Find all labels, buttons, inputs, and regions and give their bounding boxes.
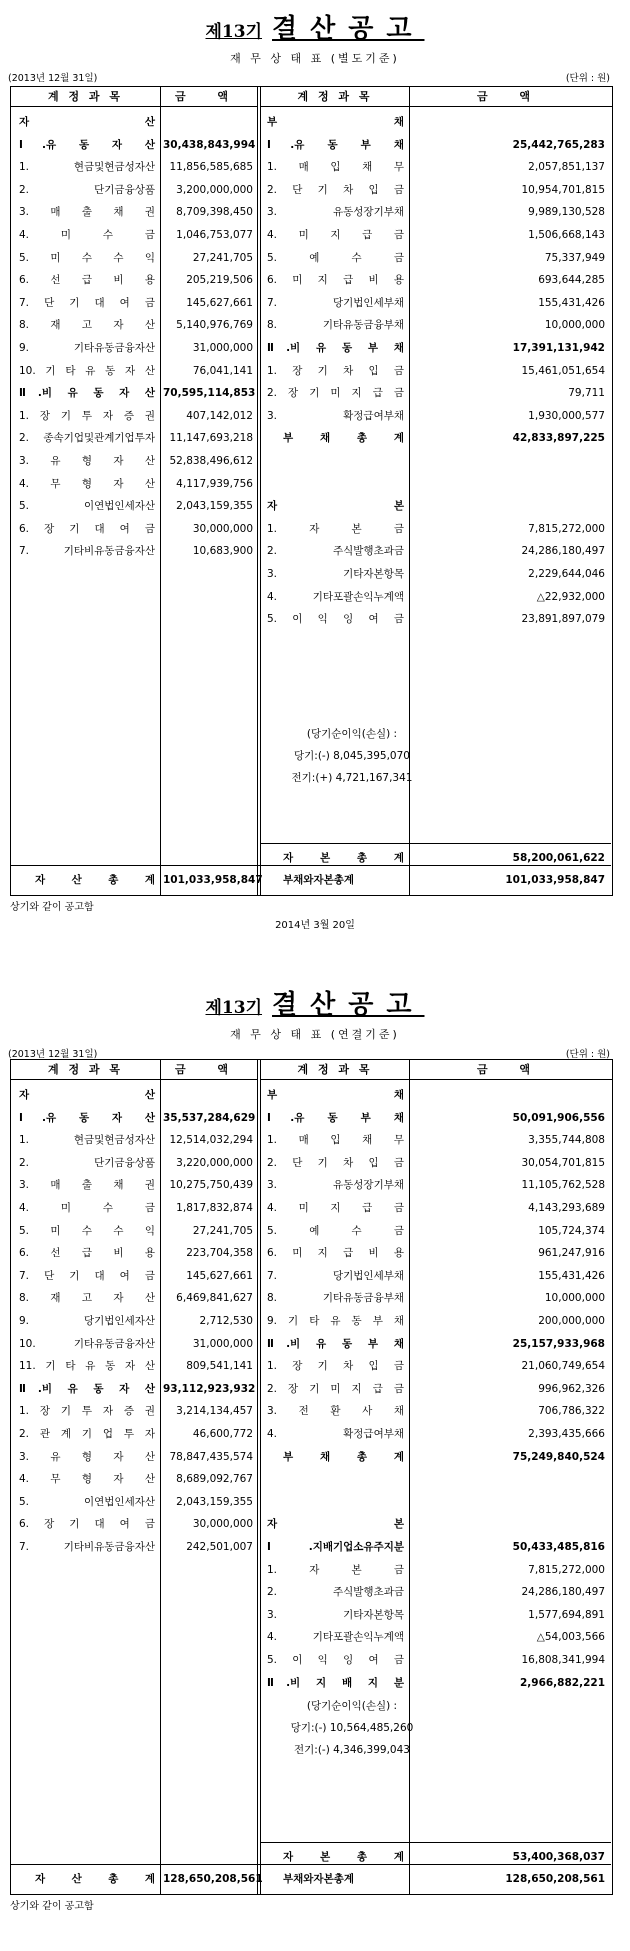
amount-value: 79,711 <box>568 387 605 400</box>
account-label: 5. 미 수 수 익 <box>19 251 155 264</box>
amount-value: 2,043,159,355 <box>176 500 253 513</box>
balance-sheet-table <box>10 1059 613 1895</box>
issue-date: 2014년 3월 20일 <box>275 920 355 931</box>
right-row <box>11 1378 611 1400</box>
amount-value: 200,000,000 <box>538 1315 605 1327</box>
account-label: 5. 이연법인세자산 <box>19 1495 155 1508</box>
section-char: 산 <box>144 116 155 128</box>
right-row <box>11 1220 611 1242</box>
right-row <box>11 540 611 562</box>
totals-row <box>11 1868 611 1890</box>
account-label: 9. 당기법인세자산 <box>19 1315 155 1327</box>
right-row <box>11 518 611 540</box>
right-row <box>11 1287 611 1309</box>
amount-value: 2,229,644,046 <box>528 568 605 580</box>
total-liab-equity-label: 부채와자본총계 <box>283 1873 355 1885</box>
title-main: 결산공고 <box>272 14 425 44</box>
right-row <box>11 1174 611 1196</box>
amount-value: 1,930,000,577 <box>528 409 605 422</box>
account-label: Ⅱ.비 유 동 부 채 <box>267 1337 404 1350</box>
title-main: 결산공고 <box>272 990 425 1020</box>
account-label: 7. 단 기 대 여 금 <box>19 296 155 309</box>
account-label: 1. 장 기 차 입 금 <box>267 1360 404 1373</box>
amount-value: 25,157,933,968 <box>512 1337 605 1350</box>
account-label: 6. 미 지 급 비 용 <box>267 274 404 287</box>
total-liab-equity-value: 128,650,208,561 <box>505 1873 605 1885</box>
right-row <box>11 1265 611 1287</box>
account-label: Ⅰ.유 동 부 채 <box>267 138 404 151</box>
right-row <box>11 427 611 449</box>
account-label: Ⅰ.지배기업소유주지분 <box>267 1541 404 1553</box>
account-label: 7. 당기법인세부채 <box>267 1269 404 1282</box>
account-label: 6. 장 기 대 여 금 <box>19 1518 155 1531</box>
left-row <box>11 473 611 495</box>
total-equity-label: 자 본 총 계 <box>283 1851 404 1863</box>
section-char: 자 <box>267 500 278 513</box>
amount-value: 145,627,661 <box>186 1269 253 1282</box>
account-label: 3. 유동성장기부채 <box>267 1179 404 1192</box>
account-label: Ⅰ.유 동 자 산 <box>19 138 155 151</box>
amount-value: 78,847,435,574 <box>169 1450 253 1463</box>
header-amount-left: 금 액 <box>160 1060 257 1080</box>
account-label: Ⅰ.유 동 자 산 <box>19 1111 155 1124</box>
amount-value: 1,506,668,143 <box>528 229 605 241</box>
account-label: 6. 선 급 비 용 <box>19 274 155 287</box>
amount-value: 35,537,284,629 <box>163 1111 256 1124</box>
account-label: Ⅱ.비 지 배 지 분 <box>267 1676 404 1689</box>
amount-value: 50,091,906,556 <box>512 1111 605 1124</box>
amount-value: 8,709,398,450 <box>176 206 253 219</box>
amount-value: 21,060,749,654 <box>521 1360 605 1373</box>
right-row <box>11 1604 611 1626</box>
amount-value: 17,391,131,942 <box>512 342 605 354</box>
account-label: Ⅰ.유 동 부 채 <box>267 1111 404 1124</box>
amount-value: 24,286,180,497 <box>521 545 605 558</box>
amount-value: 8,689,092,767 <box>176 1473 253 1486</box>
section-label <box>263 1084 408 1106</box>
account-label: 1. 장 기 투 자 증 권 <box>19 1405 155 1418</box>
account-label: 1. 자 본 금 <box>267 1563 404 1576</box>
account-label: 부 채 총 계 <box>283 1450 404 1463</box>
account-label: 5. 이 익 잉 여 금 <box>267 1654 404 1666</box>
right-row <box>11 1513 611 1535</box>
left-row <box>11 450 611 472</box>
amount-value: 7,815,272,000 <box>528 1563 605 1576</box>
net-income-title: (당기순이익(손실) : <box>306 728 398 740</box>
title-period: 제13기 <box>205 998 263 1018</box>
amount-value: 16,808,341,994 <box>521 1654 605 1666</box>
notice-title <box>0 984 630 1021</box>
unit-label: (단위 : 원) <box>565 1049 610 1060</box>
account-label: 7. 단 기 대 여 금 <box>19 1269 155 1282</box>
section-char: 채 <box>393 116 404 128</box>
right-row <box>11 608 611 630</box>
account-label: 부 채 총 계 <box>283 432 404 445</box>
amount-value: 11,147,693,218 <box>169 432 253 445</box>
amount-value: 809,541,141 <box>186 1360 253 1373</box>
amount-value: 27,241,705 <box>192 1224 253 1237</box>
amount-value: 1,817,832,874 <box>176 1202 253 1214</box>
amount-value: 25,442,765,283 <box>512 138 605 151</box>
amount-value: 6,469,841,627 <box>176 1292 253 1305</box>
net-income-current: 당기:(-) 8,045,395,070 <box>294 750 410 762</box>
statement-date: (2013년 12월 31일) <box>8 1049 98 1060</box>
left-row <box>11 1491 611 1513</box>
section-char: 산 <box>144 1089 155 1101</box>
statement-subtitle: 재 무 상 태 표 (연결기준) <box>230 1028 400 1041</box>
header-account-left: 계 정 과 목 <box>11 1060 160 1080</box>
amount-value: 3,200,000,000 <box>176 183 253 196</box>
right-row <box>11 1129 611 1151</box>
amount-value: 961,247,916 <box>538 1247 605 1260</box>
amount-value: 23,891,897,079 <box>521 613 605 626</box>
section-label <box>263 111 408 133</box>
right-row <box>11 1084 611 1106</box>
amount-value: 70,595,114,853 <box>163 387 256 400</box>
amount-value: 30,000,000 <box>192 522 253 535</box>
account-label: 8. 기타유동금융부채 <box>267 1292 404 1305</box>
account-label: 3. 기타자본항목 <box>267 568 404 580</box>
right-row <box>11 1242 611 1264</box>
amount-value: △54,003,566 <box>536 1631 605 1644</box>
amount-value: 10,000,000 <box>544 319 605 332</box>
amount-value: 30,438,843,994 <box>163 138 256 151</box>
amount-value: 93,112,923,932 <box>163 1382 256 1395</box>
amount-value: 693,644,285 <box>538 274 605 287</box>
account-label: 3. 매 출 채 권 <box>19 206 155 219</box>
amount-value: 5,140,976,769 <box>176 319 253 332</box>
section-char: 자 <box>19 1089 30 1101</box>
section-char: 자 <box>267 1518 278 1531</box>
account-label: 1. 매 입 채 무 <box>267 161 404 174</box>
section-char: 부 <box>267 1089 278 1101</box>
right-row <box>11 1355 611 1377</box>
amount-value: 205,219,506 <box>186 274 253 287</box>
total-equity-label: 자 본 총 계 <box>283 852 404 864</box>
amount-value: △22,932,000 <box>536 590 605 603</box>
equity-total-divider <box>261 843 611 844</box>
net-income-prior: 전기:(-) 4,346,399,043 <box>294 1744 410 1756</box>
right-row <box>11 495 611 517</box>
amount-value: 2,043,159,355 <box>176 1495 253 1508</box>
account-label: 6. 장 기 대 여 금 <box>19 522 155 535</box>
account-label: 7. 기타비유동금융자산 <box>19 1541 155 1553</box>
amount-value: 2,712,530 <box>199 1315 253 1327</box>
amount-value: 46,600,772 <box>192 1428 253 1440</box>
account-label: 1. 매 입 채 무 <box>267 1134 404 1147</box>
account-label: 4. 기타포괄손익누계액 <box>267 1631 404 1644</box>
account-label: 4. 미 지 급 금 <box>267 1202 404 1214</box>
account-label: 4. 미 수 금 <box>19 1202 155 1214</box>
amount-value: 2,966,882,221 <box>519 1676 605 1689</box>
amount-value: 12,514,032,294 <box>169 1134 253 1147</box>
section-char: 채 <box>393 1089 404 1101</box>
amount-value: 75,249,840,524 <box>512 1450 605 1463</box>
account-label: 2. 단 기 차 입 금 <box>267 1156 404 1169</box>
amount-value: 75,337,949 <box>544 251 605 264</box>
account-label: 9. 기타유동금융자산 <box>19 342 155 354</box>
right-row <box>11 1559 611 1581</box>
amount-value: 7,815,272,000 <box>528 522 605 535</box>
amount-value: 1,577,694,891 <box>528 1608 605 1621</box>
account-label: 3. 유동성장기부채 <box>267 206 404 219</box>
right-row <box>11 1626 611 1648</box>
section-label <box>263 495 408 517</box>
account-label: 3. 매 출 채 권 <box>19 1179 155 1192</box>
right-row <box>11 292 611 314</box>
account-label: 8. 기타유동금융부채 <box>267 319 404 332</box>
amount-value: 10,683,900 <box>192 545 253 558</box>
account-label: 4. 무 형 자 산 <box>19 477 155 490</box>
account-label: 5. 예 수 금 <box>267 251 404 264</box>
right-row <box>11 1400 611 1422</box>
right-row <box>11 224 611 246</box>
section-char: 자 <box>19 116 30 128</box>
account-label: 10. 기타유동금융자산 <box>19 1337 155 1350</box>
section-char: 부 <box>267 116 278 128</box>
account-label: 6. 선 급 비 용 <box>19 1247 155 1260</box>
amount-value: 52,838,496,612 <box>169 455 253 467</box>
right-row <box>11 1197 611 1219</box>
account-label: Ⅱ.비 유 동 자 산 <box>19 1382 155 1395</box>
account-label: 5. 이연법인세자산 <box>19 500 155 513</box>
amount-value: 4,143,293,689 <box>528 1202 605 1214</box>
account-label: 1. 장 기 투 자 증 권 <box>19 409 155 422</box>
header-amount-left: 금 액 <box>160 87 257 107</box>
account-label: 4. 미 지 급 금 <box>267 229 404 241</box>
statement-subtitle: 재 무 상 태 표 (별도기준) <box>230 52 400 65</box>
account-label: 2. 종속기업및관계기업투자 <box>19 432 155 445</box>
account-label: 3. 유 형 자 산 <box>19 1450 155 1463</box>
right-row <box>11 247 611 269</box>
right-row <box>11 134 611 156</box>
account-label: 5. 미 수 수 익 <box>19 1224 155 1237</box>
account-label: 8. 재 고 자 산 <box>19 319 155 332</box>
amount-value: 11,856,585,685 <box>169 161 253 174</box>
account-label: 1. 장 기 차 입 금 <box>267 364 404 377</box>
amount-value: 24,286,180,497 <box>521 1586 605 1599</box>
amount-value: 42,833,897,225 <box>512 432 605 445</box>
total-assets-label: 자 산 총 계 <box>35 1873 155 1885</box>
totals-row <box>11 1846 611 1868</box>
footer-note: 상기와 같이 공고함 <box>10 1901 94 1912</box>
account-label: 4. 확정급여부채 <box>267 1428 404 1440</box>
amount-value: 10,000,000 <box>544 1292 605 1305</box>
amount-value: 30,000,000 <box>192 1518 253 1531</box>
right-row <box>11 1536 611 1558</box>
totals-row <box>11 869 611 891</box>
amount-value: 3,214,134,457 <box>176 1405 253 1418</box>
amount-value: 11,105,762,528 <box>521 1179 605 1192</box>
balance-sheet-table <box>10 86 613 896</box>
right-row <box>11 1581 611 1603</box>
amount-value: 706,786,322 <box>538 1405 605 1418</box>
amount-value: 4,117,939,756 <box>176 477 253 490</box>
header-account-right: 계 정 과 목 <box>261 87 409 107</box>
total-liab-equity-value: 101,033,958,847 <box>505 874 605 886</box>
right-row <box>11 1446 611 1468</box>
account-label: 11. 기 타 유 동 자 산 <box>19 1360 155 1373</box>
right-row <box>11 269 611 291</box>
net-income-title: (당기순이익(손실) : <box>306 1700 398 1712</box>
title-period: 제13기 <box>205 22 263 42</box>
equity-total-divider <box>261 1842 611 1843</box>
amount-value: 2,393,435,666 <box>528 1428 605 1440</box>
account-label: 1. 현금및현금성자산 <box>19 1134 155 1147</box>
account-label: 10. 기 타 유 동 자 산 <box>19 364 155 377</box>
net-income-prior: 전기:(+) 4,721,167,341 <box>291 772 413 784</box>
section-char: 본 <box>393 500 404 513</box>
amount-value: 76,041,141 <box>192 364 253 377</box>
total-equity-value: 53,400,368,037 <box>512 1851 605 1863</box>
account-label: 2. 주식발행초과금 <box>267 1586 404 1599</box>
account-label: 3. 유 형 자 산 <box>19 455 155 467</box>
right-row <box>11 563 611 585</box>
account-label: 1. 자 본 금 <box>267 522 404 535</box>
right-row <box>11 337 611 359</box>
right-row <box>11 1333 611 1355</box>
account-label: 4. 무 형 자 산 <box>19 1473 155 1486</box>
amount-value: 105,724,374 <box>538 1224 605 1237</box>
right-row <box>11 1310 611 1332</box>
right-row <box>11 360 611 382</box>
footer-note: 상기와 같이 공고함 <box>10 902 94 913</box>
header-account-left: 계 정 과 목 <box>11 87 160 107</box>
section-char: 본 <box>393 1518 404 1531</box>
account-label: 4. 미 수 금 <box>19 229 155 241</box>
account-label: 1. 현금및현금성자산 <box>19 161 155 174</box>
right-row <box>11 201 611 223</box>
amount-value: 996,962,326 <box>538 1382 605 1395</box>
amount-value: 30,054,701,815 <box>521 1156 605 1169</box>
right-row <box>11 405 611 427</box>
right-row <box>11 1152 611 1174</box>
account-label: 7. 기타비유동금융자산 <box>19 545 155 558</box>
amount-value: 407,142,012 <box>186 409 253 422</box>
amount-value: 15,461,051,654 <box>521 364 605 377</box>
right-row <box>11 111 611 133</box>
account-label: 3. 전 환 사 채 <box>267 1405 404 1418</box>
amount-value: 27,241,705 <box>192 251 253 264</box>
account-label: 4. 기타포괄손익누계액 <box>267 590 404 603</box>
amount-value: 155,431,426 <box>538 296 605 309</box>
section-label <box>263 1513 408 1535</box>
amount-value: 10,275,750,439 <box>169 1179 253 1192</box>
account-label: 2. 관 계 기 업 투 자 <box>19 1428 155 1440</box>
account-label: 6. 미 지 급 비 용 <box>267 1247 404 1260</box>
account-label: 8. 재 고 자 산 <box>19 1292 155 1305</box>
net-income-current: 당기:(-) 10,564,485,260 <box>290 1722 414 1734</box>
right-row <box>11 1672 611 1694</box>
right-row <box>11 156 611 178</box>
statement-date: (2013년 12월 31일) <box>8 73 98 84</box>
amount-value: 145,627,661 <box>186 296 253 309</box>
account-label: 3. 기타자본항목 <box>267 1608 404 1621</box>
left-row <box>11 1468 611 1490</box>
account-label: 5. 이 익 잉 여 금 <box>267 613 404 626</box>
unit-label: (단위 : 원) <box>565 73 610 84</box>
amount-value: 242,501,007 <box>186 1541 253 1553</box>
amount-value: 3,220,000,000 <box>176 1156 253 1169</box>
notice-title <box>0 8 630 45</box>
right-row <box>11 1649 611 1671</box>
account-label: 2. 장 기 미 지 급 금 <box>267 1382 404 1395</box>
right-row <box>11 1107 611 1129</box>
account-label: 2. 단기금융상품 <box>19 183 155 196</box>
right-row <box>11 314 611 336</box>
account-label: 5. 예 수 금 <box>267 1224 404 1237</box>
total-assets-value: 101,033,958,847 <box>163 874 263 886</box>
amount-value: 10,954,701,815 <box>521 183 605 196</box>
header-amount-right: 금 액 <box>409 87 612 107</box>
header-account-right: 계 정 과 목 <box>261 1060 409 1080</box>
right-row <box>11 586 611 608</box>
account-label: Ⅱ.비 유 동 부 채 <box>267 342 404 354</box>
amount-value: 50,433,485,816 <box>512 1541 605 1553</box>
account-label: 3. 확정급여부채 <box>267 409 404 422</box>
header-amount-right: 금 액 <box>409 1060 612 1080</box>
account-label: 7. 당기법인세부채 <box>267 296 404 309</box>
amount-value: 1,046,753,077 <box>176 229 253 241</box>
totals-row <box>11 847 611 869</box>
total-equity-value: 58,200,061,622 <box>512 852 605 864</box>
account-label: 2. 장 기 미 지 급 금 <box>267 387 404 400</box>
amount-value: 223,704,358 <box>186 1247 253 1260</box>
account-label: 2. 단 기 차 입 금 <box>267 183 404 196</box>
amount-value: 3,355,744,808 <box>528 1134 605 1147</box>
total-assets-value: 128,650,208,561 <box>163 1873 263 1885</box>
account-label: Ⅱ.비 유 동 자 산 <box>19 387 155 400</box>
account-label: 9. 기 타 유 동 부 채 <box>267 1315 404 1327</box>
right-row <box>11 1423 611 1445</box>
right-row <box>11 382 611 404</box>
account-label: 2. 단기금융상품 <box>19 1156 155 1169</box>
amount-value: 31,000,000 <box>192 1337 253 1350</box>
amount-value: 31,000,000 <box>192 342 253 354</box>
right-row <box>11 179 611 201</box>
amount-value: 9,989,130,528 <box>528 206 605 219</box>
amount-value: 155,431,426 <box>538 1269 605 1282</box>
total-liab-equity-label: 부채와자본총계 <box>283 874 355 886</box>
total-assets-label: 자 산 총 계 <box>35 874 155 886</box>
amount-value: 2,057,851,137 <box>528 161 605 174</box>
account-label: 2. 주식발행초과금 <box>267 545 404 558</box>
